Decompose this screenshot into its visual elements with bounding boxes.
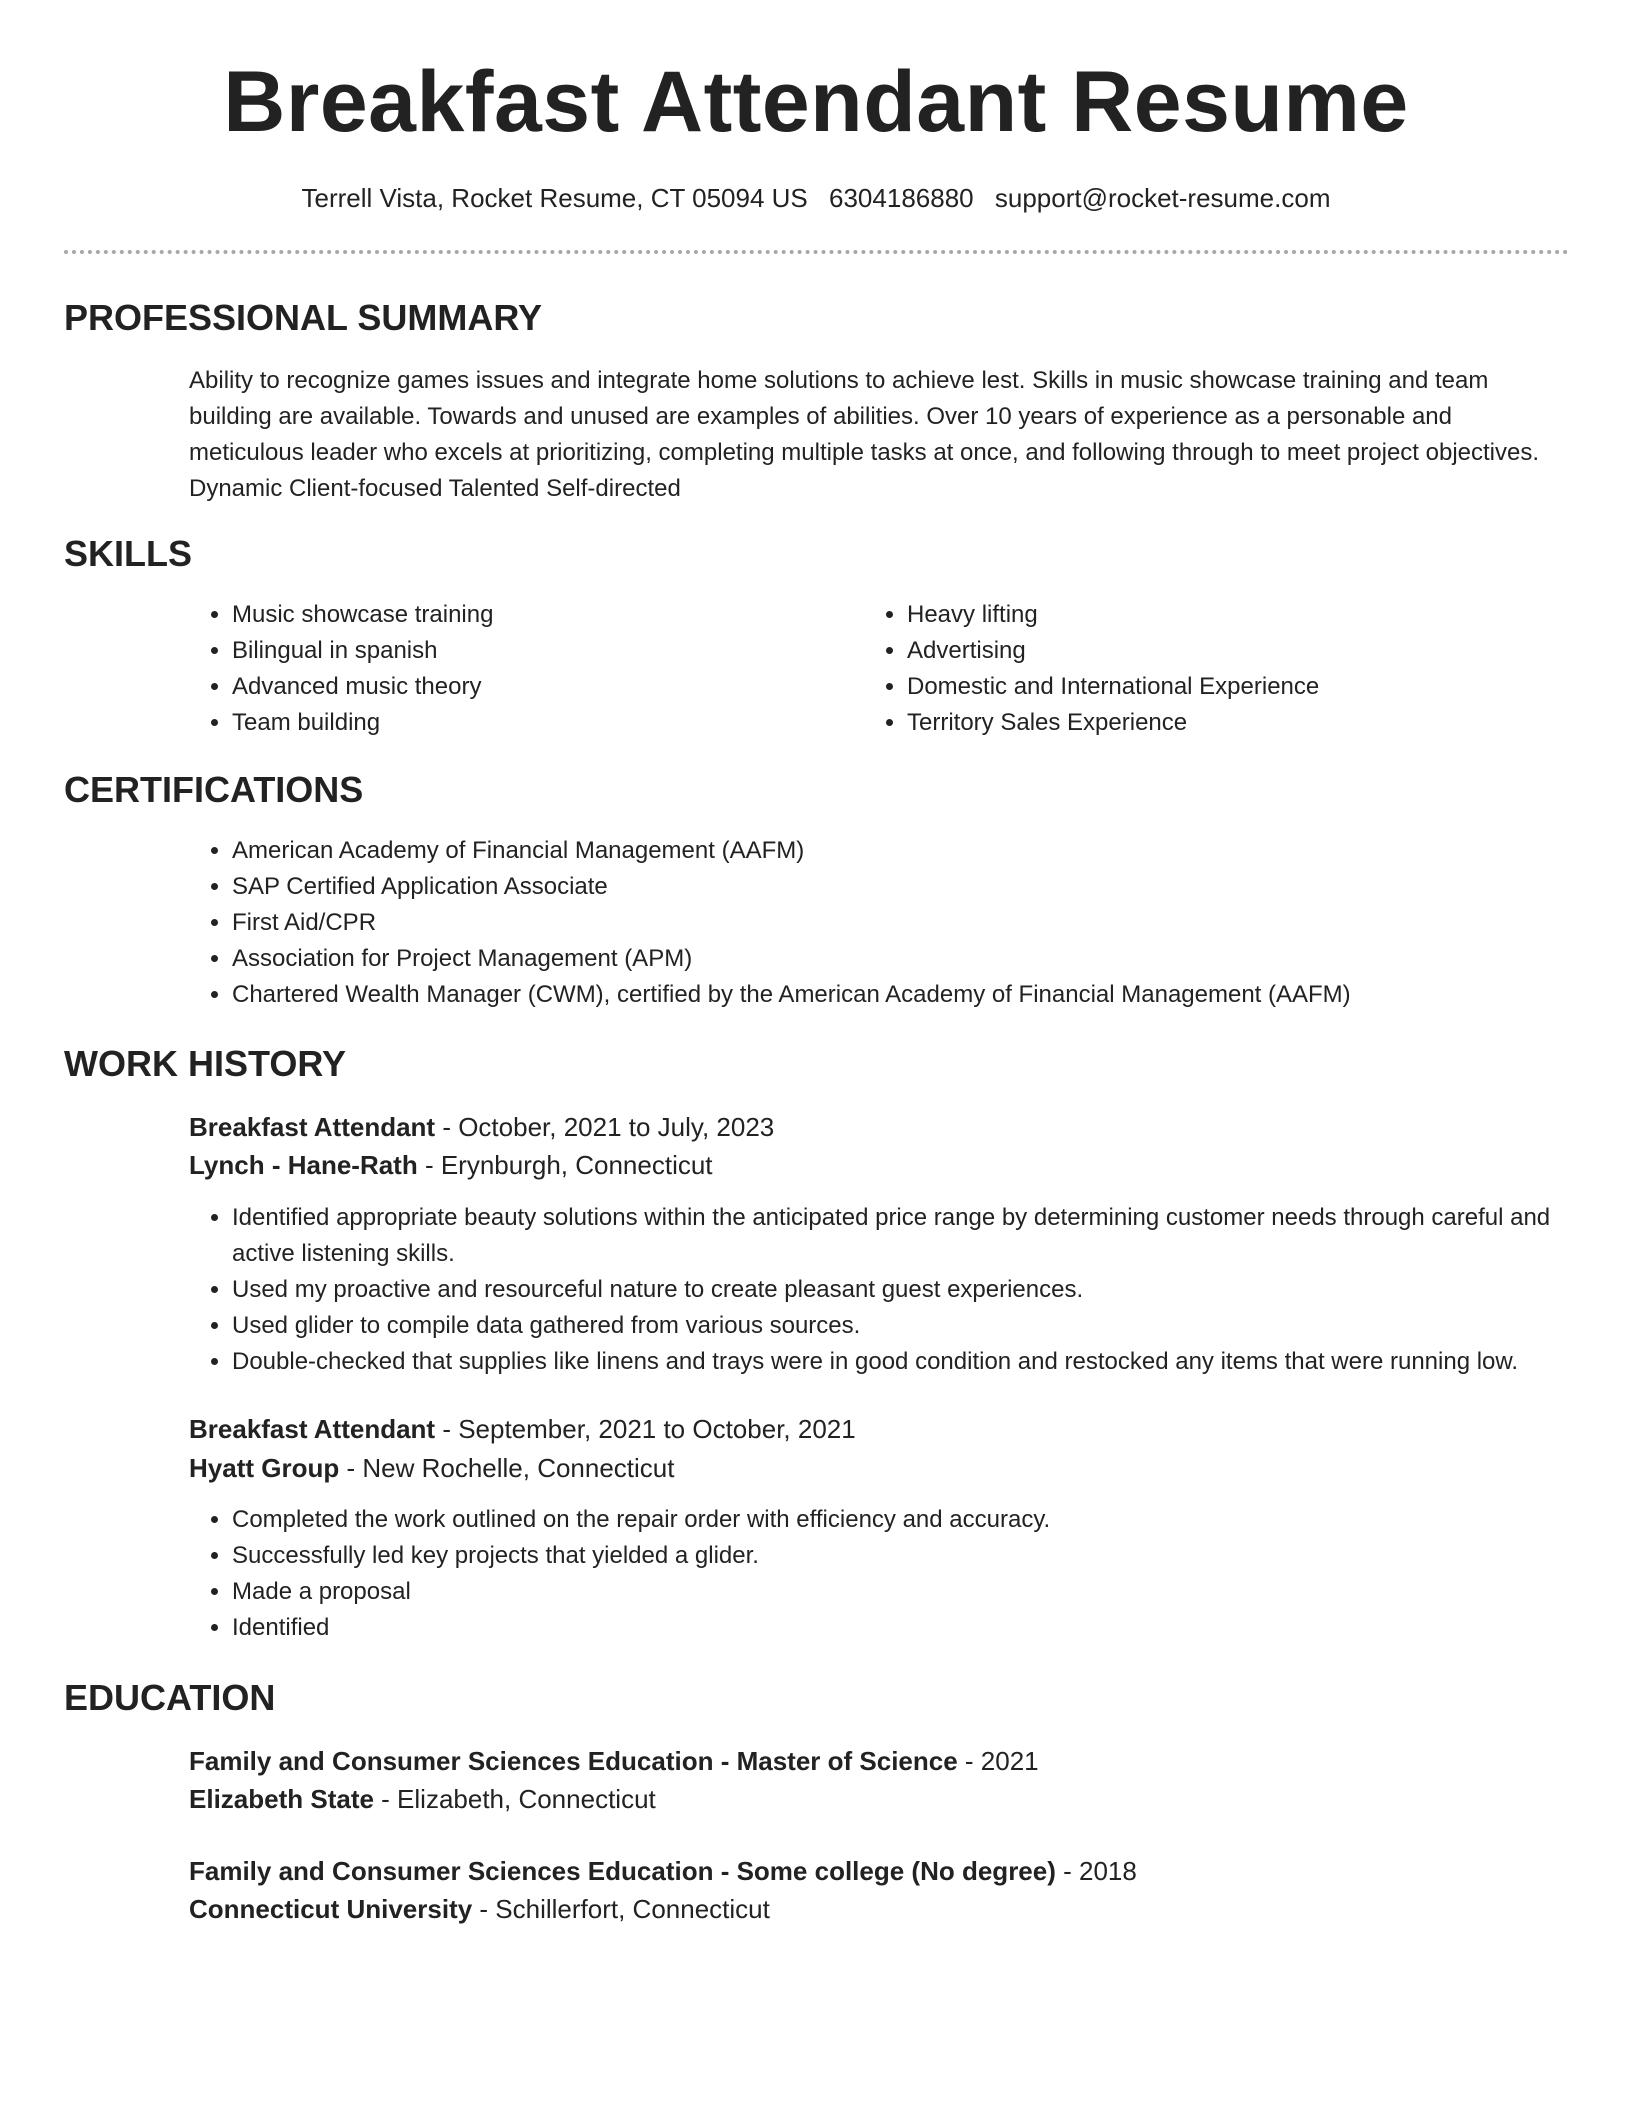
skill-item: • Territory Sales Experience (907, 705, 1607, 741)
job-title-line (189, 1108, 1569, 1146)
skills-list-right (864, 597, 1607, 741)
education-year: - 2021 (957, 1746, 1039, 1776)
contact-phone: 6304186880 (829, 183, 974, 213)
job-company: Hyatt Group (189, 1453, 340, 1483)
job-bullet: • Used glider to compile data gathered from various sources. (232, 1308, 1612, 1344)
job-bullet: • Identified appropriate beauty solutions within the anticipated price range by determining customer needs through careful and active listening skills. (232, 1200, 1612, 1272)
job-company: Lynch - Hane-Rath (189, 1150, 418, 1180)
skills-list-left (189, 597, 852, 741)
education-school: Elizabeth State (189, 1784, 374, 1814)
contact-line (0, 182, 1632, 214)
certification-item: • Association for Project Management (APM) (232, 941, 1612, 977)
work-heading: WORK HISTORY (64, 1043, 347, 1084)
education-degree: Family and Consumer Sciences Education - Some college (No degree) (189, 1856, 1056, 1886)
certification-item: • First Aid/CPR (232, 905, 1612, 941)
job-title-line (189, 1410, 1569, 1448)
certifications-list (189, 833, 1612, 1013)
summary-heading: PROFESSIONAL SUMMARY (64, 297, 543, 338)
skill-item: • Advertising (907, 633, 1607, 669)
education-school-line (189, 1890, 1569, 1928)
job-bullet: • Completed the work outlined on the repair order with efficiency and accuracy. (232, 1502, 1612, 1538)
job-company-line (189, 1146, 1569, 1184)
job-location: - New Rochelle, Connecticut (339, 1453, 675, 1483)
education-heading: EDUCATION (64, 1677, 276, 1718)
skill-item: • Domestic and International Experience (907, 669, 1607, 705)
skills-heading: SKILLS (64, 533, 193, 574)
education-year: - 2018 (1055, 1856, 1137, 1886)
job-title: Breakfast Attendant (189, 1414, 436, 1444)
resume-title: Breakfast Attendant Resume (223, 54, 1409, 150)
skill-item: • Music showcase training (232, 597, 852, 633)
job-bullet: • Successfully led key projects that yielded a glider. (232, 1538, 1612, 1574)
job-bullet: • Used my proactive and resourceful nature to create pleasant guest experiences. (232, 1272, 1612, 1308)
certification-item: • American Academy of Financial Management (AAFM) (232, 833, 1612, 869)
header-divider (64, 250, 1569, 254)
job-dates: - September, 2021 to October, 2021 (435, 1414, 856, 1444)
job-title: Breakfast Attendant (189, 1112, 436, 1142)
job-bullet: • Identified (232, 1610, 1612, 1646)
job-dates: - October, 2021 to July, 2023 (435, 1112, 775, 1142)
contact-email: support@rocket-resume.com (994, 183, 1331, 213)
summary-text: Ability to recognize games issues and integrate home solutions to achieve lest. Skills in music showcase training and team building are available. Towards and unused are examples of abilities. Over 10 years of experience as a personable and meticulous leader who excels at prioritizing, completing multiple tasks at once, and following through to meet project objectives. Dynamic Client-focused Talented Self-directed (189, 367, 1540, 502)
education-school-line (189, 1780, 1569, 1818)
education-school: Connecticut University (189, 1894, 473, 1924)
certification-item: • Chartered Wealth Manager (CWM), certified by the American Academy of Financial Management (AAFM) (232, 977, 1612, 1013)
job-bullet: • Double-checked that supplies like linens and trays were in good condition and restocked any items that were running low. (232, 1344, 1612, 1380)
education-degree-line (189, 1852, 1569, 1890)
job-bullets (189, 1502, 1612, 1646)
education-degree-line (189, 1742, 1569, 1780)
contact-address: Terrell Vista, Rocket Resume, CT 05094 US (301, 183, 808, 213)
skill-item: • Heavy lifting (907, 597, 1607, 633)
job-bullet: • Made a proposal (232, 1574, 1612, 1610)
certifications-heading: CERTIFICATIONS (64, 769, 364, 810)
job-bullets (189, 1200, 1612, 1380)
certification-item: • SAP Certified Application Associate (232, 869, 1612, 905)
job-company-line (189, 1449, 1569, 1487)
job-location: - Erynburgh, Connecticut (417, 1150, 713, 1180)
education-degree: Family and Consumer Sciences Education - Master of Science (189, 1746, 958, 1776)
skill-item: • Advanced music theory (232, 669, 852, 705)
skill-item: • Team building (232, 705, 852, 741)
education-location: - Elizabeth, Connecticut (373, 1784, 656, 1814)
skill-item: • Bilingual in spanish (232, 633, 852, 669)
education-location: - Schillerfort, Connecticut (472, 1894, 770, 1924)
